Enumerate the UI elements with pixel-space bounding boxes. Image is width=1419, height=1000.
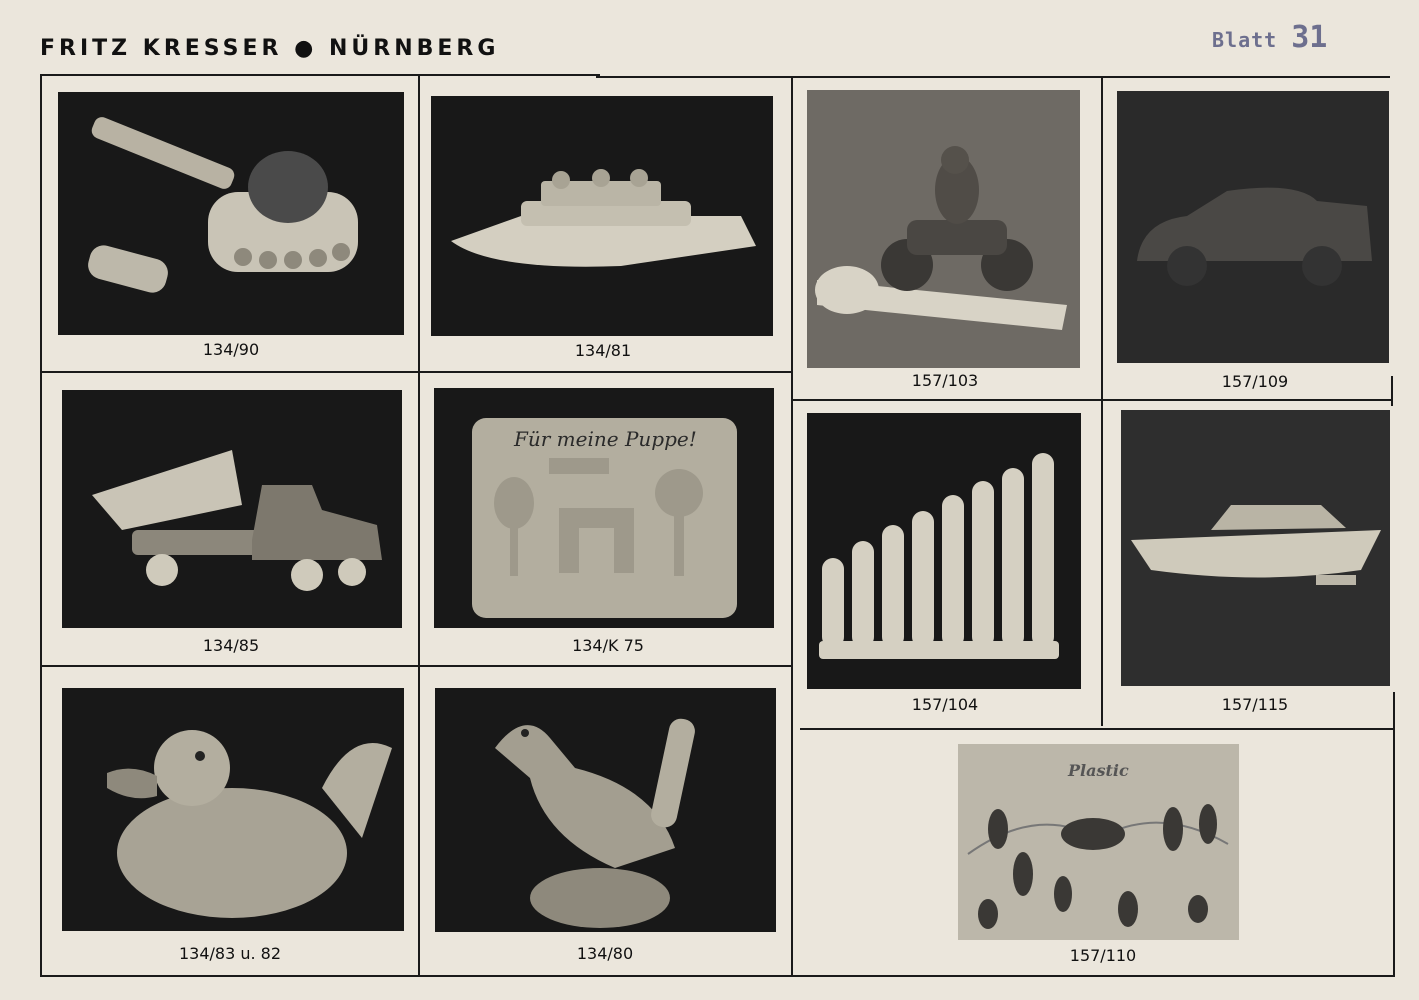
grid-row2-left [40, 665, 792, 667]
product-photo-bird-whistle [435, 688, 776, 932]
motorcycle-icon [807, 90, 1080, 368]
product-photo-duck [62, 688, 404, 931]
product-caption: 134/81 [574, 341, 632, 360]
grid-row1-left [40, 371, 792, 373]
product-photo-car [1117, 91, 1389, 363]
product-photo-doll-set [434, 388, 774, 628]
tank-icon [58, 92, 404, 335]
doll-card-text: Für meine Puppe! [514, 427, 697, 451]
page-stamp [1212, 20, 1327, 55]
grid-divider-col3 [1101, 78, 1103, 726]
motorboat-icon [1121, 410, 1390, 686]
dump-truck-icon [62, 390, 402, 628]
product-photo-motorboat [1121, 410, 1390, 686]
grid-right-border-upper [1391, 376, 1393, 406]
grid-row1-right [792, 399, 1392, 401]
ship-icon [431, 96, 773, 336]
product-photo-cowboy-card [958, 744, 1239, 940]
product-caption: 134/90 [202, 340, 260, 359]
stamp-number: 31 [1291, 20, 1328, 55]
grid-row2-right [800, 728, 1395, 730]
grid-left-border [40, 75, 42, 977]
cowboy-card-icon [958, 744, 1239, 940]
product-caption: 134/K 75 [572, 636, 644, 655]
grid-right-border-lower [1393, 692, 1395, 977]
product-photo-pan-flute [807, 413, 1081, 689]
car-icon [1117, 91, 1389, 363]
company-header: FRITZ KRESSER ● NÜRNBERG [40, 36, 500, 61]
bird-whistle-icon [435, 688, 776, 932]
product-caption: 157/115 [1221, 695, 1289, 714]
product-caption: 134/85 [202, 636, 260, 655]
product-caption: 157/104 [911, 695, 979, 714]
grid-top-line-right [596, 76, 1390, 78]
grid-divider-col1 [418, 76, 420, 976]
product-caption: 157/110 [1069, 946, 1137, 965]
doll-set-icon [434, 388, 774, 628]
cowboy-card-text: Plastic [1068, 761, 1129, 780]
grid-divider-col2 [791, 78, 793, 976]
product-caption: 157/109 [1221, 372, 1289, 391]
product-photo-tank [58, 92, 404, 335]
pan-flute-icon [807, 413, 1081, 689]
product-photo-dump-truck [62, 390, 402, 628]
duck-icon [62, 688, 404, 931]
product-caption: 134/80 [576, 944, 634, 963]
product-caption: 157/103 [911, 371, 979, 390]
product-photo-motorcycle [807, 90, 1080, 368]
grid-top-line-left [40, 74, 600, 76]
product-photo-ship [431, 96, 773, 336]
stamp-word: Blatt [1212, 28, 1278, 52]
grid-bottom-border [40, 975, 1395, 977]
product-caption: 134/83 u. 82 [178, 944, 282, 963]
